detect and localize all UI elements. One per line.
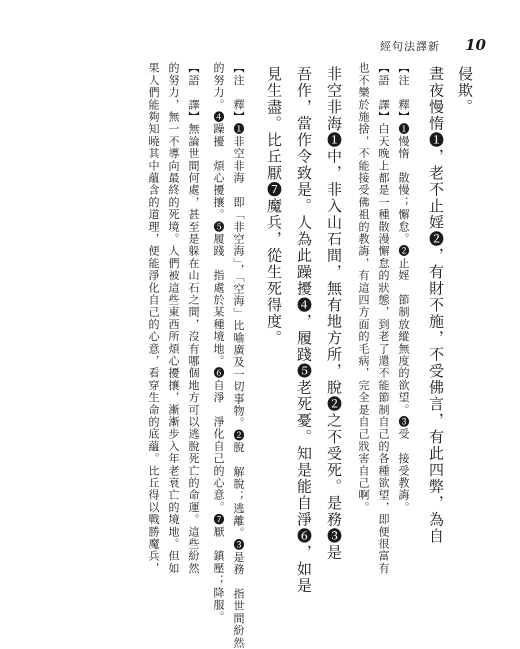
commentary-column: 也不樂於施捨，不能接受佛祖的教誨，有這四方面的毛病，完全是自己戕害自己啊。 xyxy=(357,62,370,514)
commentary-column: 果人們能夠知曉其中蘊含的道理，便能淨化自己的心意，看穿生命的底蘊。比丘得以戰勝魔兵， xyxy=(147,62,160,575)
commentary-column: 【語 譯】無論世間何處，甚至是躲在山石之間，沒有哪個地方可以逃脫死亡的命運。這些紛然 xyxy=(187,62,200,575)
commentary-column: 的努力。❹躁擾 煩心擾攘。❺履踐 指處於某種境地。❻自淨 淨化自己的心意。❼厭 鎮壓；降服。 xyxy=(212,62,225,624)
commentary-column: 【語 譯】白天晚上都是一種散漫懈怠的狀態，到老了還不能節制自己的各種欲望，即便很富有 xyxy=(377,62,390,575)
verse-column: 晝夜慢惰❶，老不止婬❷，有財不施，不受佛言，有此四弊，為自 xyxy=(427,66,445,545)
page-number: 10 xyxy=(465,36,486,54)
commentary-column: 【注 釋】❶慢惰 散慢；懈怠。❷止婬 節制放縱無度的欲望。❸受 接受教誨。 xyxy=(397,62,410,514)
commentary-column: 的努力，無一不導向最終的死境。人們被這些東西所煩心擾攘，漸漸步入年老衰亡的境地。但如 xyxy=(167,62,180,575)
page-header xyxy=(336,36,486,58)
commentary-column: 【注 釋】❶非空非海 即「非空海」，「空海」比喻廣及一切事物。❷脫 解脫；逃離。❸是務 指世間紛然 xyxy=(232,62,245,649)
book-title: 經句法譯新 xyxy=(380,40,440,53)
verse-column: 非空非海❶中，非入山石間，無有地方所，脫❷之不受死。是務❸是 xyxy=(325,66,343,561)
verse-column: 侵欺。 xyxy=(456,66,474,116)
verse-column: 見生盡。比丘厭❼魔兵，從生死得度。 xyxy=(265,66,283,347)
verse-column: 吾作，當作令致是。人為此躁擾❹，履踐❺老死憂。知是能自淨❻，如是 xyxy=(295,66,313,594)
